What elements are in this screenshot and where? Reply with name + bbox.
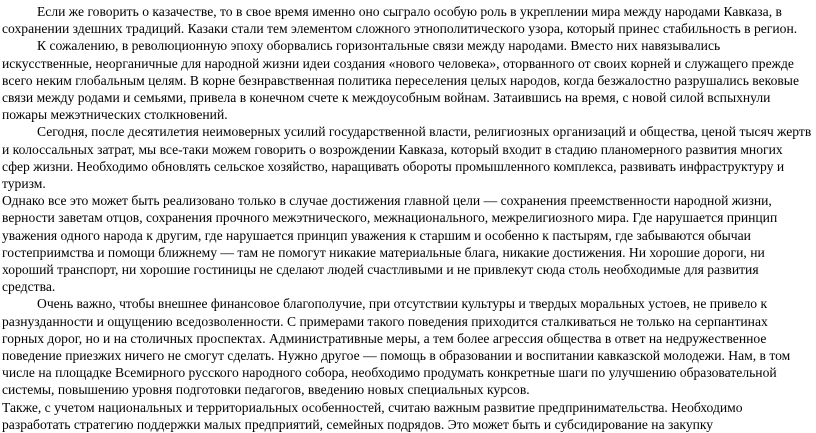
paragraph-revolutionary-era: К сожалению, в революционную эпоху оборвались горизонтальные связи между народами. Вместо них навязывались искусственные, неорганичные для народной жизни идеи создания «нового человека», оторванного от своих корней и служащего прежде всего неким глобальным целям. В корне безнравственная политика переселения целых народов, когда безжалостно разрушались вековые связи между родами и семьями, привела в конечном счете к междоусобным войнам. Затаившись на время, с новой силой вспыхнули пожары межэтнических столкновений. — [2, 38, 799, 123]
paragraph-entrepreneurship: Также, с учетом национальных и территориальных особенностей, считаю важным развитие предпринимательства. Необходимо разработать стратегию поддержки малых предприятий, семейных подрядов. Это может быть и субсидирование на закупку — [2, 399, 743, 432]
document-body — [2, 3, 812, 433]
paragraph-revival-of-caucasus: Сегодня, после десятилетия неимоверных усилий государственной власти, религиозных организаций и общества, ценой тысяч жертв и колоссальных затрат, мы все-таки можем говорить о возрождении Кавказа, который входит в стадию планомерного развития многих сфер жизни. Необходимо обновлять сельское хозяйство, наращивать обороты промышленного комплекса, развивать инфраструктуру и туризм. — [2, 124, 812, 192]
paragraph-main-goal: Однако все это может быть реализовано только в случае достижения главной цели — сохранения преемственности народной жизни, верности заветам отцов, сохранения прочного межэтнического, межнационального, межрелигиозного мира. Где нарушается принцип уважения одного народа к другим, где нарушается принцип уважения к старшим и особенно к пастырям, где забываются обычаи гостеприимства и помощи ближнему — там не помогут никакие материальные блага, никакие достижения. Ни хорошие дороги, ни хороший транспорт, ни хорошие гостиницы не сделают людей счастливыми и не привлекут сюда столь необходимые для развития средства. — [2, 193, 778, 295]
paragraph-cossacks: Если же говорить о казачестве, то в свое время именно оно сыграло особую роль в укреплении мира между народами Кавказа, в сохранении здешних традиций. Казаки стали тем элементом сложного этнополитического узора, который принес стабильность в регион. — [2, 4, 798, 37]
paragraph-financial-wellbeing: Очень важно, чтобы внешнее финансовое благополучие, при отсутствии культуры и твердых моральных устоев, не привело к разнузданности и ощущению вседозволенности. С примерами такого поведения приходится сталкиваться не только на серпантинах горных дорог, но и на столичных проспектах. Административные меры, а тем более агрессия общества в ответ на недружественное поведение приезжих ничего не смогут сделать. Нужно другое — помощь в образовании и воспитании кавказской молодежи. Нам, в том числе на площадке Всемирного русского народного собора, необходимо продумать конкретные шаги по улучшению образовательной системы, повышению уровня подготовки педагогов, введению новых специальных курсов. — [2, 296, 791, 398]
